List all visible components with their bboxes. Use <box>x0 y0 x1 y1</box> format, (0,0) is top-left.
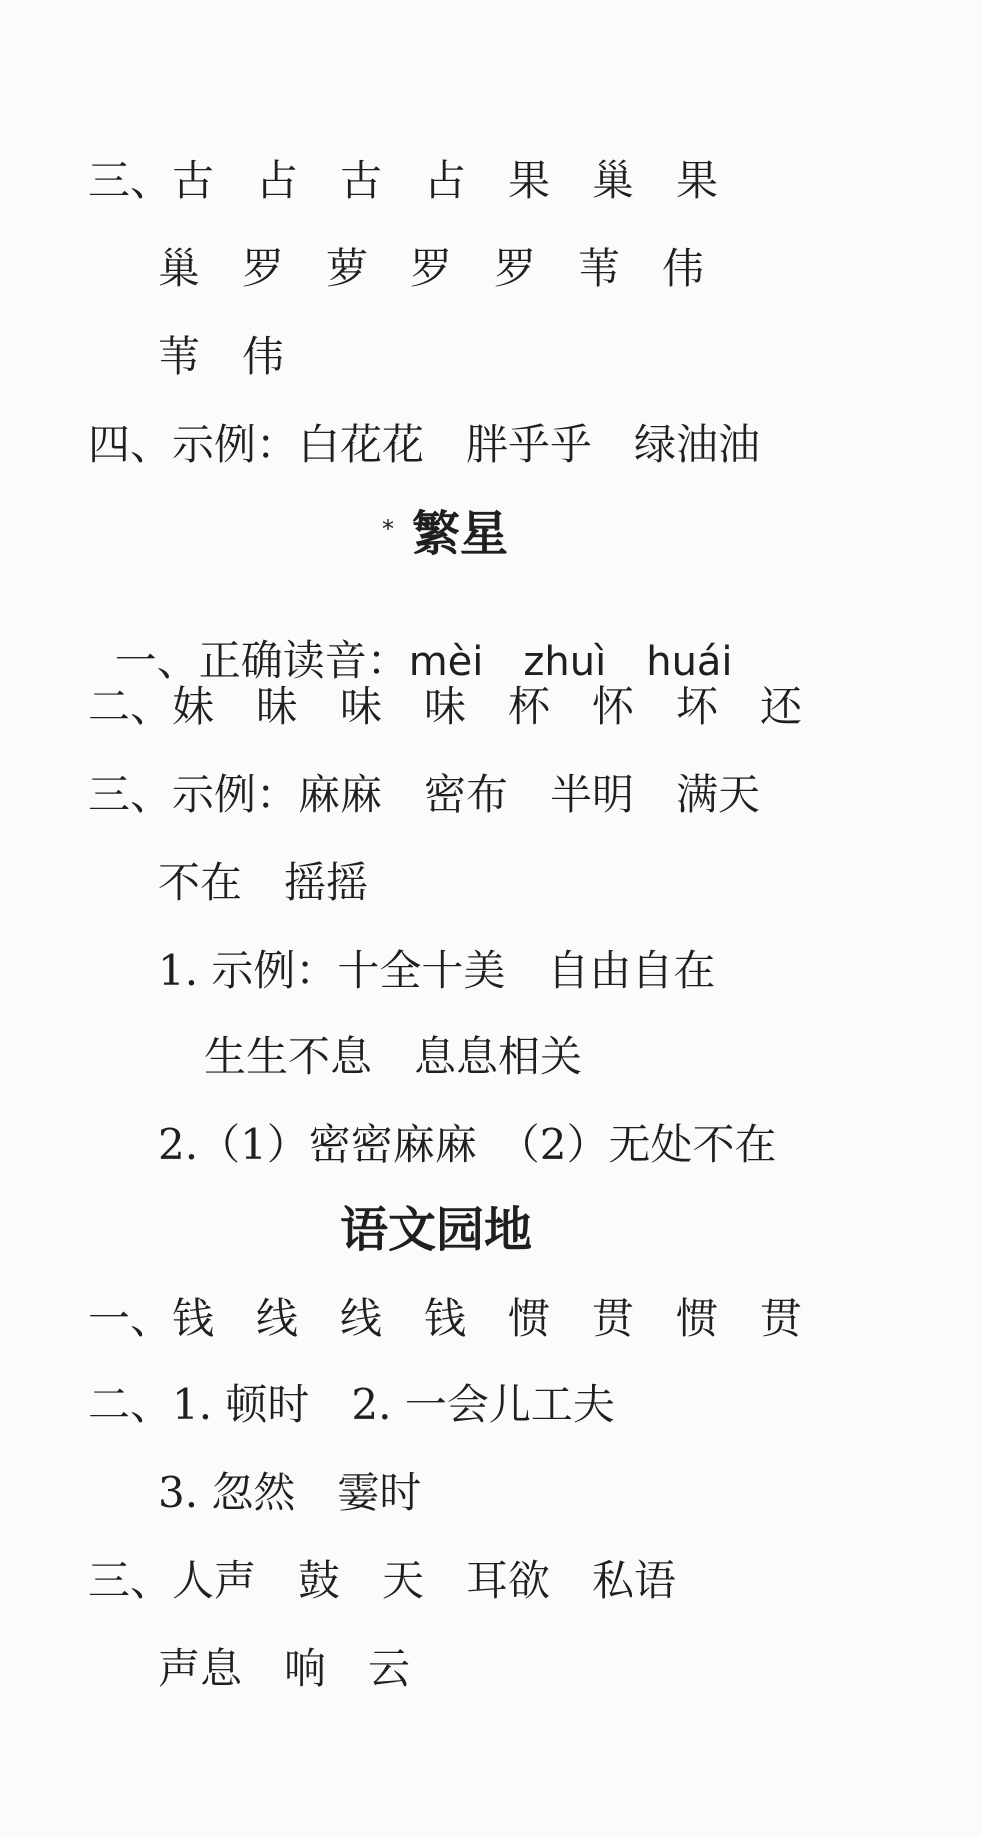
answer-sub-2: 2.（1）密密麻麻 （2）无处不在 <box>158 1120 777 1169</box>
section-title-yuwen-yuandi: 语文园地 <box>340 1202 533 1258</box>
answer-line-3: 三、示例：麻麻 密布 半明 满天 <box>88 770 761 819</box>
answer-line-3-continued: 不在 摇摇 <box>158 858 369 907</box>
garden-answer-3-continued: 声息 响 云 <box>158 1644 411 1693</box>
answer-line-3-2: 巢 罗 萝 罗 罗 苇 伟 <box>158 244 705 293</box>
answer-line-3-1: 三、古 占 古 占 果 巢 果 <box>88 156 719 205</box>
pronunciation-line <box>88 598 733 685</box>
pinyin-answers: mèi zhuì huái <box>408 639 733 685</box>
answer-sub-1-continued: 生生不息 息息相关 <box>204 1032 583 1081</box>
garden-answer-3: 三、人声 鼓 天 耳欲 私语 <box>88 1556 677 1605</box>
garden-answer-1: 一、钱 线 线 钱 惯 贯 惯 贯 <box>88 1294 803 1343</box>
garden-answer-2: 二、1. 顿时 2. 一会儿工夫 <box>88 1380 615 1429</box>
answer-line-3-3: 苇 伟 <box>158 332 285 381</box>
optional-lesson-asterisk: * <box>382 515 394 543</box>
answer-sub-1: 1. 示例：十全十美 自由自在 <box>158 946 716 995</box>
garden-answer-2-continued: 3. 忽然 霎时 <box>158 1468 422 1517</box>
pronunciation-label: 一、正确读音： <box>114 636 409 685</box>
lesson-title-fanxing: 繁星 <box>412 506 509 562</box>
answer-line-2: 二、妹 昧 味 味 杯 怀 坏 还 <box>88 682 803 731</box>
answer-line-4: 四、示例：白花花 胖乎乎 绿油油 <box>88 420 761 469</box>
